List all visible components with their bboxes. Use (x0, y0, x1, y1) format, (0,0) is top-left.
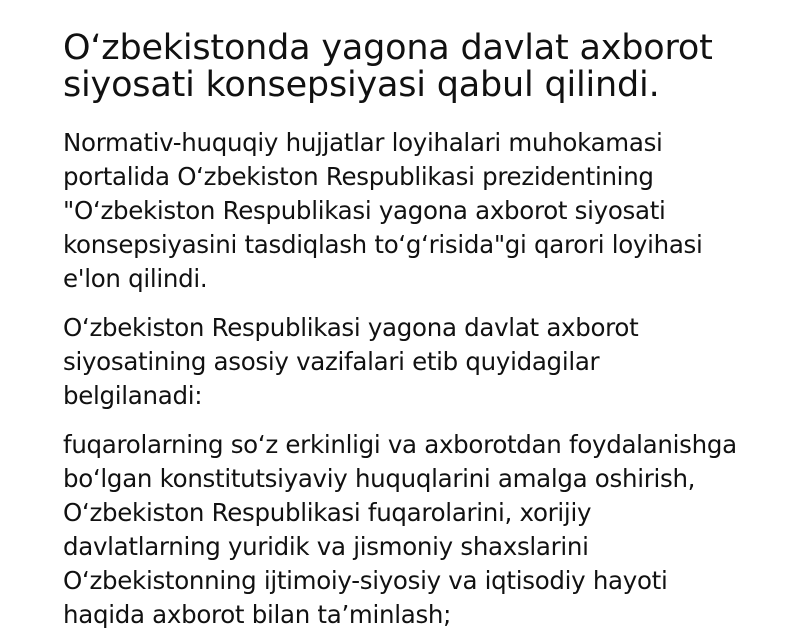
article-paragraph-2: O‘zbekiston Respublikasi yagona davlat axborot siyosatining asosiy vazifalari etib quyidagilar belgilanadi: (63, 313, 639, 410)
article-paragraph-3: fuqarolarning so‘z erkinligi va axborotdan foydalanishga bo‘lgan konstitutsiyaviy huquqlarini amalga oshirish, O‘zbekiston Respublikasi fuqarolarini, xorijiy davlatlarning yuridik va jismoniy shaxslarini O‘zbekistonning ijtimoiy-siyosiy va iqtisodiy hayoti haqida axborot bilan ta’minlash; (63, 430, 737, 629)
article-title: O‘zbekistonda yagona davlat axborot siyosati konsepsiyasi qabul qilindi. (63, 28, 713, 105)
article-paragraph-1: Normativ-huquqiy hujjatlar loyihalari muhokamasi portalida O‘zbekiston Respublikasi prezidentining "O‘zbekiston Respublikasi yagona axborot siyosati konsepsiyasini tasdiqlash to‘g‘risida"gi qarori loyihasi e'lon qilindi. (63, 128, 703, 293)
